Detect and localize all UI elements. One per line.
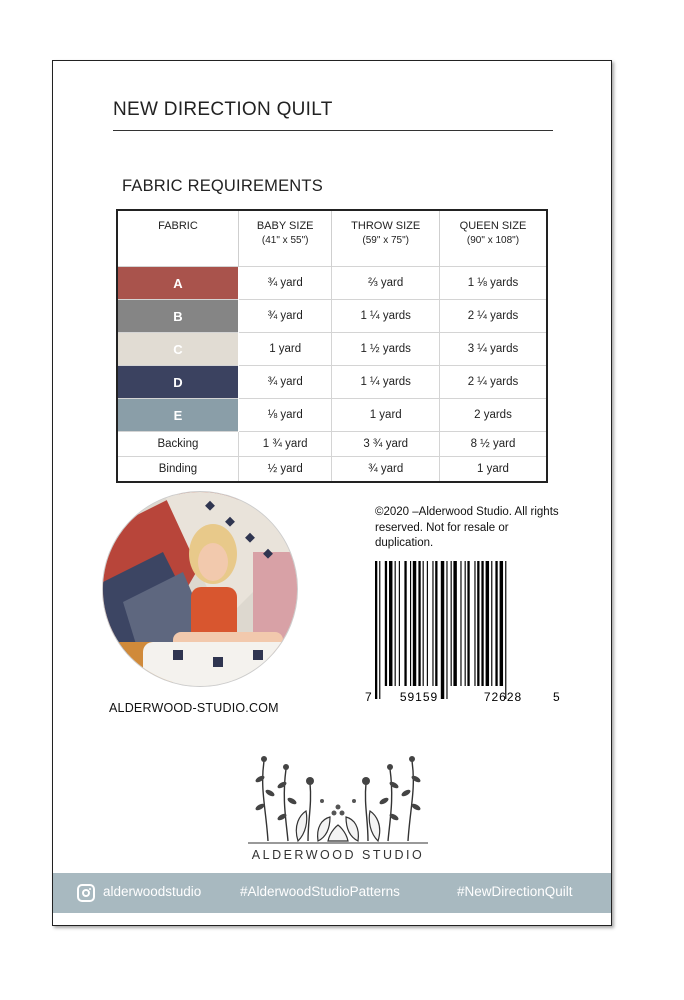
barcode	[363, 561, 563, 707]
barcode-bar	[505, 561, 506, 699]
barcode-bar	[432, 561, 433, 686]
instagram-handle[interactable]: alderwoodstudio	[103, 884, 202, 899]
barcode-bar	[404, 561, 406, 686]
barcode-bar	[477, 561, 479, 686]
barcode-bar	[375, 561, 377, 699]
barcode-bar	[441, 561, 444, 699]
cell-fabric: Binding	[117, 457, 238, 483]
table-row	[117, 432, 547, 457]
barcode-bar	[385, 561, 387, 686]
cell-baby: 1 ¾ yard	[238, 432, 332, 457]
logo-wordmark: ALDERWOOD STUDIO	[251, 848, 425, 861]
hashtag-studio-patterns[interactable]: #AlderwoodStudioPatterns	[240, 884, 400, 899]
barcode-bar	[395, 561, 396, 686]
barcode-bar	[418, 561, 420, 686]
cell-throw: 1 yard	[332, 399, 440, 432]
designer-photo	[102, 491, 298, 687]
cell-throw: ¾ yard	[332, 457, 440, 483]
cell-queen: 2 ¼ yards	[439, 300, 547, 333]
website-url: ALDERWOOD-STUDIO.COM	[109, 701, 279, 715]
table-header-row	[117, 210, 547, 267]
cell-queen: 2 yards	[439, 399, 547, 432]
barcode-right-digits: 72628	[483, 690, 523, 704]
page-title: NEW DIRECTION QUILT	[113, 99, 333, 120]
cell-throw: ⅔ yard	[332, 267, 440, 300]
barcode-bar	[465, 561, 466, 686]
cell-fabric: B	[117, 300, 238, 333]
barcode-bar	[451, 561, 452, 686]
table-row	[117, 366, 547, 399]
barcode-bar	[423, 561, 424, 686]
barcode-bar	[410, 561, 411, 686]
footer-bar	[53, 873, 611, 913]
alderwood-studio-logo	[238, 749, 438, 861]
barcode-bar	[486, 561, 489, 686]
cell-throw: 3 ¾ yard	[332, 432, 440, 457]
cell-queen: 3 ¼ yards	[439, 333, 547, 366]
cell-baby: ¾ yard	[238, 267, 332, 300]
cell-baby: 1 yard	[238, 333, 332, 366]
header-fabric: FABRIC	[117, 210, 238, 267]
pattern-back-cover	[52, 60, 612, 926]
cell-fabric: C	[117, 333, 238, 366]
table-row	[117, 399, 547, 432]
cell-baby: ⅛ yard	[238, 399, 332, 432]
table-row	[117, 333, 547, 366]
barcode-bar	[460, 561, 461, 686]
barcode-lead-digit: 7	[365, 690, 372, 704]
cell-baby: ¾ yard	[238, 366, 332, 399]
cell-fabric: Backing	[117, 432, 238, 457]
cell-queen: 8 ½ yard	[439, 432, 547, 457]
barcode-bar	[446, 561, 447, 699]
barcode-bar	[495, 561, 497, 686]
cell-fabric: D	[117, 366, 238, 399]
barcode-bar	[413, 561, 416, 686]
hashtag-new-direction-quilt[interactable]: #NewDirectionQuilt	[457, 884, 573, 899]
header-throw: THROW SIZE (59" x 75")	[332, 210, 440, 267]
fabric-requirements-table	[116, 209, 548, 483]
barcode-bar	[399, 561, 400, 686]
barcode-bar	[379, 561, 380, 699]
barcode-left-digits: 59159	[399, 690, 439, 704]
cell-baby: ¾ yard	[238, 300, 332, 333]
cell-throw: 1 ½ yards	[332, 333, 440, 366]
barcode-bar	[389, 561, 392, 686]
designer-photo-art	[103, 492, 297, 686]
cell-queen: 1 yard	[439, 457, 547, 483]
table-row	[117, 300, 547, 333]
barcode-bar	[427, 561, 428, 686]
cell-queen: 2 ¼ yards	[439, 366, 547, 399]
barcode-trail-digit: 5	[553, 690, 560, 704]
cell-throw: 1 ¼ yards	[332, 366, 440, 399]
barcode-bar	[500, 561, 503, 686]
instagram-icon	[77, 884, 95, 902]
barcode-bar	[453, 561, 456, 686]
copyright-notice: ©2020 –Alderwood Studio. All rights reserved. Not for resale or duplication.	[375, 506, 559, 549]
table-row	[117, 267, 547, 300]
barcode-bar	[467, 561, 469, 686]
cell-fabric: A	[117, 267, 238, 300]
cell-baby: ½ yard	[238, 457, 332, 483]
barcode-bar	[491, 561, 492, 686]
cell-throw: 1 ¼ yards	[332, 300, 440, 333]
header-baby: BABY SIZE (41" x 55")	[238, 210, 332, 267]
barcode-bar	[474, 561, 475, 686]
section-title: FABRIC REQUIREMENTS	[122, 177, 323, 195]
cell-queen: 1 ⅛ yards	[439, 267, 547, 300]
header-queen: QUEEN SIZE (90" x 108")	[459, 220, 527, 246]
barcode-bar	[435, 561, 437, 686]
barcode-bar	[481, 561, 483, 686]
title-divider	[113, 130, 553, 131]
cell-fabric: E	[117, 399, 238, 432]
table-row	[117, 457, 547, 483]
